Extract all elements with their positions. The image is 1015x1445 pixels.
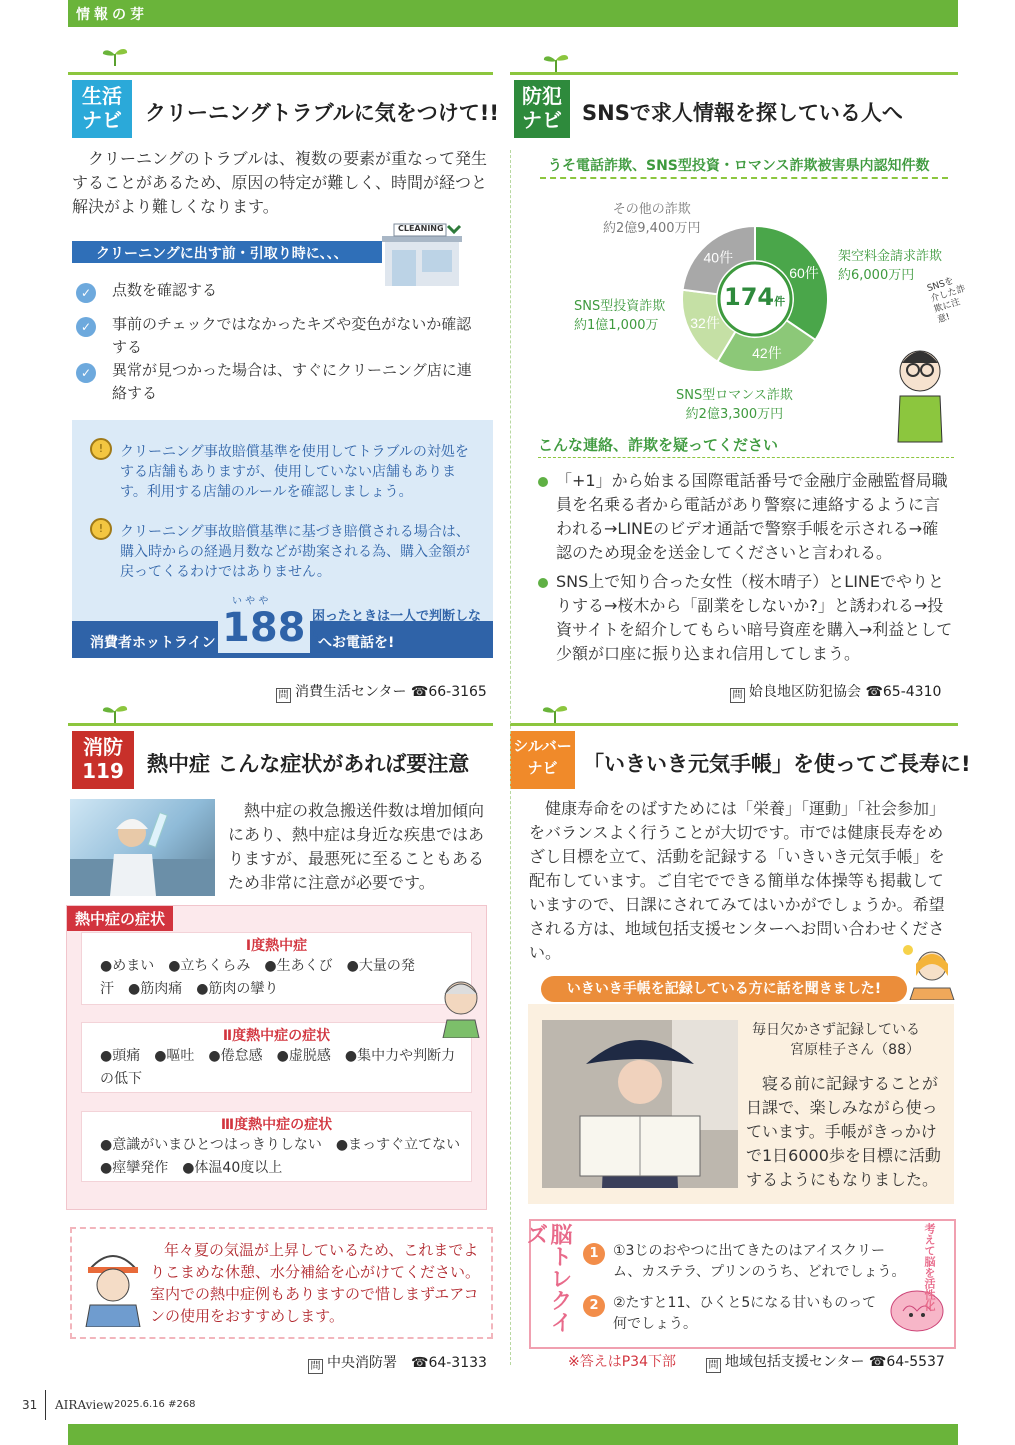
question-text: ①3じのおやつに出てきたのはアイスクリーム、カステラ、プリンのうち、どれでしょう。 [613,1243,906,1280]
contact-tel: ☎64-3133 [411,1355,487,1371]
legend-other [603,200,701,238]
living-band: クリーニングに出す前・引取り時に、、、 [72,241,382,263]
dizzy-elder-illustration [435,974,487,1038]
hotline-banner [72,596,493,658]
legend-romance [676,386,793,424]
bullet-text: SNS上で知り合った女性（桜木晴子）とLINEでやりとりする→桜木から「副業をしないか?」と誘われる→投資サイトを紹介してもらい暗号資産を購入→利益として少額が口座に振り込まれ信用してしまう。 [556,572,953,663]
inquiry-icon: 問 [706,1358,721,1373]
heat-badge [72,731,134,789]
contact-tel: ☎66-3165 [410,684,487,700]
sprout-icon [100,46,130,66]
level-2-heading: Ⅱ度熱中症の症状 [222,1028,331,1044]
living-info-box [72,420,493,658]
contact-tel: ☎64-5537 [868,1354,945,1370]
bullet-dot-icon [538,477,548,487]
person-line2: 宮原桂子さん（88） [790,1042,920,1058]
hotline-label: 消費者ホットライン [90,635,216,651]
question-text: ②たすと11、ひくと5になる甘いものって何でしょう。 [613,1295,877,1332]
interview-box [528,1004,954,1204]
legend-romance-amount: 約2億3,300万円 [685,407,784,422]
answer-note: ※答えはP34下部 [568,1354,676,1370]
silver-badge [510,731,575,789]
section-header-bar [68,0,958,27]
donut-total-unit: 件 [774,295,786,308]
brain-character-icon [887,1279,947,1339]
sprout-icon [100,703,130,723]
check-item [76,313,476,359]
level-2-symptoms: ●頭痛 ●嘔吐 ●倦怠感 ●虚脱感 ●集中力や判断力の低下 [100,1048,456,1087]
legend-other-amount: 約2億9,400万円 [603,221,701,236]
level-2-box [81,1022,472,1093]
bullet-text: 「+1」から始まる国際電話番号で金融庁金融監督局職員を名乗る者から電話があり警察に連絡するように言われる→LINEのビデオ通話で警察手帳を示される→確認のため現金を送金してくださいと言われる。 [556,471,948,562]
contact-name: 中央消防署 [327,1355,397,1371]
lightbulb-icon: ! [90,518,112,540]
bottom-green-bar [68,1424,958,1445]
store-sign: CLEANING [398,224,444,233]
check-item [76,359,476,405]
heat-badge-line1: 消防 [83,735,123,759]
section-rule [510,72,958,75]
check-text: 事前のチェックではなかったキズや変色がないか確認する [112,315,472,356]
contact-name: 姶良地区防犯協会 [749,684,861,700]
living-badge-line1: 生活 [82,84,122,108]
brain-quiz-box [523,1219,956,1349]
heat-badge-line2: 119 [82,759,124,783]
heat-contact [308,1352,487,1374]
living-title: クリーニングトラブルに気をつけて!! [145,101,499,125]
interview-bar: いきいき手帳を記録している方に話を聞きました! [541,976,907,1002]
contact-tel: ☎65-4310 [865,684,942,700]
check-icon: ✓ [76,283,96,303]
donut-slice-label: 42件 [752,345,782,362]
inquiry-icon: 問 [276,688,291,703]
legend-romance-name: SNS型ロマンス詐欺 [676,388,793,403]
crime-badge-line1: 防犯 [522,84,562,108]
chart-heading: うそ電話詐欺、SNS型投資・ロマンス詐欺被害県内認知件数 [548,158,930,174]
hotline-ruby: い や や [232,596,269,607]
level-3-box [81,1111,475,1182]
question-number: 2 [583,1295,605,1317]
level-1-heading: Ⅰ度熱中症 [245,938,308,954]
silver-contact [706,1351,945,1373]
heat-box-title: 熱中症の症状 [67,906,173,931]
level-1-box [81,932,472,1005]
section-rule [68,72,493,75]
legend-fictitious-amount: 約6,000万円 [838,268,915,283]
person-line1: 毎日欠かさず記録している [752,1022,920,1038]
living-tip: クリーニング事故賠償基準に基づき賠償される場合は、購入時からの経過月数などが勘案される為、購入金額が戻ってくるわけではありません。 [120,524,470,580]
check-icon: ✓ [76,363,96,383]
section-header-label: 情報の芽 [76,7,148,23]
heat-symptom-box [66,905,487,1210]
check-icon: ✓ [76,317,96,337]
question-number: 1 [583,1243,605,1265]
check-text: 異常が見つかった場合は、すぐにクリーニング店に連絡する [112,361,472,402]
sprout-icon [540,703,570,723]
elder-with-notebook-photo [542,1020,738,1188]
crime-badge-line2: ナビ [522,108,562,132]
check-item [76,279,476,302]
contact-name: 消費生活センター [295,684,407,700]
hotline-note: へお電話を! [318,635,395,651]
silver-badge-line1: シルバー [513,737,572,755]
inquiry-icon: 問 [730,688,745,703]
legend-investment-name: SNS型投資詐欺 [574,299,666,314]
bullet-dot-icon [538,578,548,588]
living-contact [276,681,487,703]
level-1-symptoms: ●めまい ●立ちくらみ ●生あくび ●大量の発汗 ●筋肉痛 ●筋肉の攣り [100,958,415,997]
heat-intro: 熱中症の救急搬送件数は増加傾向にあり、熱中症は身近な疾患ではありますが、最悪死に至ることもあるため非常に注意が必要です。 [228,801,485,892]
heat-title: 熱中症 こんな症状があれば要注意 [147,752,470,776]
firefighter-illustration [82,1239,144,1327]
living-tip: クリーニング事故賠償基準を使用してトラブルの対処をする店舗もありますが、使用していない店舗もあります。利用する店舗のルールを確認しましょう。 [120,444,469,500]
living-badge [72,80,132,138]
issue-info: 2025.6.16 #268 [114,1399,196,1410]
inquiry-icon: 問 [308,1359,323,1374]
crime-badge [514,80,570,138]
donut-total-value: 174 [724,283,775,311]
level-3-heading: Ⅲ度熱中症の症状 [220,1117,333,1133]
hotline-note: 困ったときは一人で判断しない [312,609,482,643]
section-rule [510,723,958,726]
dashed-divider [538,457,954,458]
donut-total [724,283,785,311]
legend-fictitious-name: 架空料金請求詐欺 [838,249,943,264]
contact-name: 地域包括支援センター [725,1354,865,1370]
warning-speech-text: SNSを介した詐欺に注意! [926,276,967,326]
footer-divider [45,1390,46,1420]
legend-investment-amount: 約1億1,000万 [574,318,659,333]
silver-intro: 健康寿命をのばすためには「栄養」「運動」「社会参加」をバランスよく行うことが大切です。市では健康長寿をめざし目標を立て、活動を記録する「いきいき元気手帳」を配布しています。ご自宅でできる簡単な体操等も掲載していますので、日課にされてみてはいかがでしょうか。希望される方は、地域包括支援センターへお問い合わせください。 [529,799,946,962]
donut-slice-label: 32件 [690,315,720,332]
worker-drinking-photo [70,799,215,896]
interview-quote: 寝る前に記録することが日課で、楽しみながら使っています。手帳がきっかけで1日6000歩を目標に活動するようにもなりました。 [746,1074,941,1189]
lightbulb-icon: ! [90,438,112,460]
section-rule [68,723,493,726]
warning-bullet [538,469,954,565]
quiz-side-note: 考えて脳を活性化 [923,1223,936,1311]
crime-contact [730,681,941,703]
living-intro: クリーニングのトラブルは、複数の要素が重なって発生することがあるため、原因の特定が難しく、時間が経つと解決がより難しくなります。 [72,149,488,216]
donut-slice-label: 60件 [789,265,819,282]
warning-bullet [538,570,954,666]
level-3-symptoms: ●意識がいまひとつはっきりしない ●まっすぐ立てない ●痙攣発作 ●体温40度以上 [100,1137,475,1176]
column-divider [510,150,511,1365]
heat-advice: 年々夏の気温が上昇しているため、これまでよりこまめな休憩、水分補給を心がけてください。室内での熱中症例もありますので惜しまずエアコンの使用をおすすめします。 [150,1241,481,1325]
legend-investment [574,297,665,335]
warn-heading: こんな連絡、詐欺を疑ってください [538,436,779,454]
magazine-name: AIRAview [55,1398,114,1412]
legend-other-name: その他の詐欺 [612,202,691,217]
donut-slice-label: 40件 [703,249,734,266]
silver-title: 「いきいき元気手帳」を使ってご長寿に! [583,752,971,776]
page-number: 31 [22,1398,38,1412]
dashed-divider [540,177,948,179]
thinking-woman-illustration [900,940,960,1000]
crime-title: SNSで求人情報を探している人へ [582,101,903,125]
warning-man-illustration [880,278,970,446]
person-caption [752,1020,920,1060]
silver-badge-line2: ナビ [527,759,558,777]
quiz-label: 脳トレクイズ [523,1223,572,1333]
hotline-number: 188 [218,603,310,653]
check-text: 点数を確認する [112,281,218,299]
heat-advice-box [70,1227,493,1339]
living-badge-line2: ナビ [82,108,122,132]
sprout-icon [541,52,571,72]
